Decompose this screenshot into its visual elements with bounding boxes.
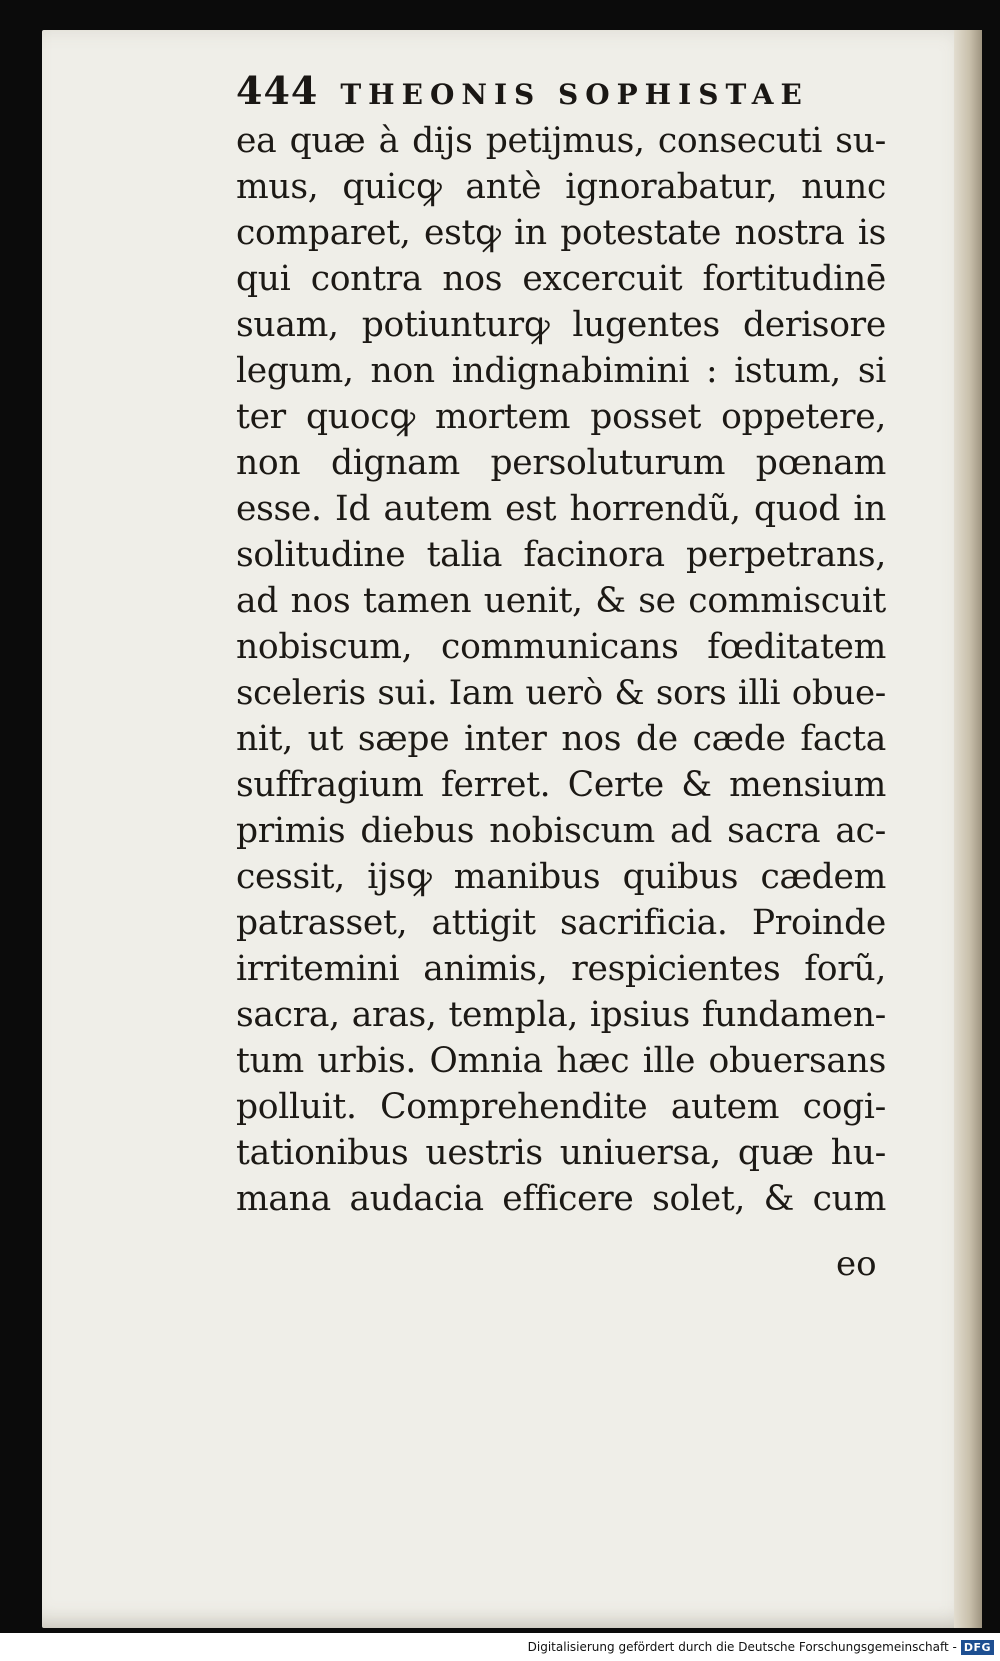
text-line: tationibus uestris uniuersa, quæ hu- bbox=[236, 1133, 886, 1173]
text-line: polluit. Comprehendite autem cogi- bbox=[236, 1087, 886, 1127]
text-line: irritemini animis, respicientes forũ, bbox=[236, 949, 886, 989]
text-line: suam, potiunturꝙ lugentes derisore bbox=[236, 305, 886, 345]
running-title: THEONIS SOPHISTAE bbox=[340, 78, 809, 111]
text-line: cessit, ijsꝙ manibus quibus cædem bbox=[236, 857, 886, 897]
text-line: primis diebus nobiscum ad sacra ac- bbox=[236, 811, 886, 851]
body-text bbox=[236, 118, 886, 1222]
catchword: eo bbox=[836, 1244, 877, 1284]
text-line: esse. Id autem est horrendũ, quod in bbox=[236, 489, 886, 529]
running-head bbox=[236, 68, 876, 113]
text-line: ea quæ à dijs petijmus, consecuti su- bbox=[236, 121, 886, 161]
text-line: ad nos tamen uenit, & se commiscuit bbox=[236, 581, 886, 621]
text-line: sceleris sui. Iam uerò & sors illi obue- bbox=[236, 673, 886, 713]
text-line: patrasset, attigit sacrificia. Proinde bbox=[236, 903, 886, 943]
text-line: qui contra nos excercuit fortitudinē bbox=[236, 259, 886, 299]
text-line: legum, non indignabimini : istum, si bbox=[236, 351, 886, 391]
page-edge-shadow bbox=[954, 30, 982, 1628]
text-line: suffragium ferret. Certe & mensium bbox=[236, 765, 886, 805]
text-line: mus, quicꝙ antè ignorabatur, nunc bbox=[236, 167, 886, 207]
text-line: nobiscum, communicans fœditatem bbox=[236, 627, 886, 667]
text-line: solitudine talia facinora perpetrans, bbox=[236, 535, 886, 575]
text-line: ter quocꝙ mortem posset oppetere, bbox=[236, 397, 886, 437]
text-line: mana audacia efficere solet, & cum bbox=[236, 1179, 886, 1219]
text-line: sacra, aras, templa, ipsius fundamen- bbox=[236, 995, 886, 1035]
footer-bar bbox=[0, 1633, 1000, 1661]
footer-credit: Digitalisierung gefördert durch die Deutsche Forschungsgemeinschaft - bbox=[527, 1640, 957, 1654]
dfg-logo: DFG bbox=[961, 1640, 994, 1655]
page-number: 444 bbox=[236, 68, 319, 113]
text-line: nit, ut sæpe inter nos de cæde facta bbox=[236, 719, 886, 759]
text-line: tum urbis. Omnia hæc ille obuersans bbox=[236, 1041, 886, 1081]
text-line: comparet, estꝙ in potestate nostra is bbox=[236, 213, 886, 253]
text-line: non dignam persoluturum pœnam bbox=[236, 443, 886, 483]
